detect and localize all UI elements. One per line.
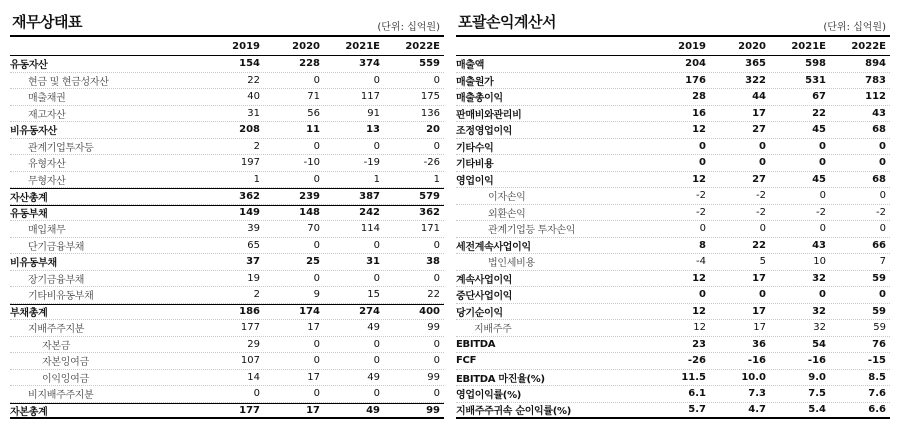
- value-cell: 76: [872, 338, 886, 350]
- value-cell: 374: [359, 58, 380, 70]
- row-label: 지배주주: [474, 324, 512, 336]
- value-cell: 31: [247, 107, 260, 119]
- income-statement-unit: (단위: 십억원): [823, 22, 886, 33]
- table-row: [10, 238, 444, 255]
- value-cell: 204: [685, 58, 706, 70]
- value-cell: 11: [306, 124, 320, 136]
- value-cell: 91: [367, 107, 380, 119]
- value-cell: 13: [366, 124, 380, 136]
- value-cell: 49: [366, 404, 380, 416]
- value-cell: 12: [692, 124, 706, 136]
- value-cell: 0: [373, 355, 380, 367]
- value-cell: 0: [879, 157, 886, 169]
- table-row: [10, 254, 444, 271]
- row-label: 비유동자산: [10, 126, 57, 138]
- row-label: 조정영업이익: [456, 126, 513, 138]
- value-cell: 1: [373, 173, 380, 185]
- value-cell: -4: [696, 256, 706, 268]
- value-cell: -2: [696, 206, 706, 218]
- value-cell: 22: [812, 107, 826, 119]
- value-cell: 228: [299, 58, 320, 70]
- value-cell: 43: [812, 239, 826, 251]
- value-cell: 10: [813, 256, 826, 268]
- table-row: [10, 73, 444, 90]
- value-cell: 0: [759, 157, 766, 169]
- row-label: 무형자산: [28, 175, 66, 187]
- value-cell: -16: [747, 355, 766, 367]
- row-label: 영업이익: [456, 175, 494, 187]
- value-cell: 5: [759, 256, 766, 268]
- value-cell: -26: [687, 355, 706, 367]
- value-cell: 22: [427, 289, 440, 301]
- value-cell: 12: [692, 305, 706, 317]
- value-cell: 154: [239, 58, 260, 70]
- value-cell: 176: [685, 74, 706, 86]
- value-cell: 177: [240, 322, 260, 334]
- value-cell: 579: [419, 190, 440, 202]
- value-cell: 0: [819, 140, 826, 152]
- value-cell: 322: [745, 74, 766, 86]
- row-label: 단기금융부채: [28, 241, 85, 253]
- table-row: [456, 106, 890, 123]
- value-cell: 197: [240, 157, 260, 169]
- table-header: [456, 35, 890, 56]
- value-cell: 0: [373, 272, 380, 284]
- table-row: [456, 271, 890, 288]
- value-cell: 44: [752, 91, 766, 103]
- value-cell: 894: [865, 58, 886, 70]
- value-cell: 32: [812, 272, 826, 284]
- value-cell: 12: [692, 173, 706, 185]
- value-cell: 43: [872, 107, 886, 119]
- table-row: [10, 353, 444, 370]
- row-label: 중단사업이익: [456, 291, 513, 303]
- balance-sheet-unit: (단위: 십억원): [377, 22, 440, 33]
- table-row: [456, 155, 890, 172]
- value-cell: 68: [872, 124, 886, 136]
- table-row: [456, 205, 890, 222]
- value-cell: 0: [313, 239, 320, 251]
- year-header: 2022E: [851, 40, 886, 52]
- table-row: [10, 304, 444, 321]
- table-row: [456, 386, 890, 403]
- value-cell: 5.7: [688, 404, 706, 416]
- table-row: [10, 370, 444, 387]
- value-cell: 0: [699, 140, 706, 152]
- value-cell: 239: [299, 190, 320, 202]
- value-cell: 9.0: [808, 371, 826, 383]
- value-cell: 0: [819, 289, 826, 301]
- value-cell: 0: [819, 223, 826, 235]
- value-cell: 559: [419, 58, 440, 70]
- value-cell: 9: [313, 289, 320, 301]
- value-cell: 59: [872, 272, 886, 284]
- value-cell: -2: [876, 206, 886, 218]
- value-cell: 0: [699, 157, 706, 169]
- value-cell: 45: [812, 124, 826, 136]
- row-label: 재고자산: [28, 109, 66, 121]
- value-cell: 32: [812, 305, 826, 317]
- table-row: [10, 172, 444, 189]
- value-cell: 0: [699, 223, 706, 235]
- value-cell: 1: [253, 173, 260, 185]
- table-row: [10, 386, 444, 403]
- value-cell: 0: [313, 272, 320, 284]
- value-cell: -2: [696, 190, 706, 202]
- value-cell: 148: [299, 207, 320, 219]
- value-cell: 362: [239, 190, 260, 202]
- value-cell: 531: [805, 74, 826, 86]
- table-row: [10, 106, 444, 123]
- row-label: 매입채무: [28, 225, 66, 237]
- row-label: 자산총계: [10, 192, 48, 204]
- table-row: [10, 337, 444, 354]
- value-cell: 0: [373, 388, 380, 400]
- value-cell: 8.5: [868, 371, 886, 383]
- table-row: [10, 188, 444, 205]
- table-row: [456, 337, 890, 354]
- value-cell: 362: [419, 207, 440, 219]
- value-cell: 107: [240, 355, 260, 367]
- value-cell: 0: [879, 289, 886, 301]
- value-cell: 0: [313, 173, 320, 185]
- value-cell: 1: [433, 173, 440, 185]
- value-cell: 59: [872, 305, 886, 317]
- value-cell: -10: [303, 157, 320, 169]
- value-cell: 40: [247, 91, 260, 103]
- table-row: [456, 320, 890, 337]
- value-cell: 11.5: [681, 371, 706, 383]
- row-label: 기타비유동부채: [28, 291, 94, 303]
- value-cell: 0: [313, 388, 320, 400]
- value-cell: 242: [359, 207, 380, 219]
- value-cell: 36: [752, 338, 766, 350]
- value-cell: 17: [306, 404, 320, 416]
- value-cell: 65: [247, 239, 260, 251]
- table-row: [10, 89, 444, 106]
- value-cell: 14: [247, 371, 260, 383]
- row-label: 법인세비용: [488, 258, 535, 270]
- value-cell: 29: [247, 338, 260, 350]
- value-cell: 45: [812, 173, 826, 185]
- value-cell: 32: [813, 322, 826, 334]
- value-cell: 0: [373, 74, 380, 86]
- table-header: [10, 35, 444, 56]
- value-cell: 0: [313, 74, 320, 86]
- row-label: 비유동부채: [10, 258, 57, 270]
- value-cell: 19: [247, 272, 260, 284]
- value-cell: 0: [313, 355, 320, 367]
- row-label: 세전계속사업이익: [456, 241, 531, 253]
- value-cell: 783: [865, 74, 886, 86]
- value-cell: 17: [752, 272, 766, 284]
- table-row: [456, 353, 890, 370]
- row-label: 유동자산: [10, 60, 48, 72]
- value-cell: 22: [247, 74, 260, 86]
- value-cell: 2: [253, 289, 260, 301]
- row-label: 당기순이익: [456, 307, 503, 319]
- value-cell: 0: [373, 338, 380, 350]
- row-label: 영업이익률(%): [456, 390, 522, 402]
- value-cell: 0: [433, 272, 440, 284]
- row-label: 매출채권: [28, 93, 66, 105]
- table-row: [456, 73, 890, 90]
- value-cell: -16: [807, 355, 826, 367]
- table-row: [456, 254, 890, 271]
- value-cell: 365: [745, 58, 766, 70]
- row-label: 매출액: [456, 60, 485, 72]
- table-row: [10, 155, 444, 172]
- value-cell: 99: [426, 404, 440, 416]
- year-header: 2020: [738, 40, 766, 52]
- row-label: EBITDA: [456, 338, 496, 350]
- value-cell: 68: [872, 173, 886, 185]
- value-cell: 208: [239, 124, 260, 136]
- table-row: [456, 122, 890, 139]
- value-cell: 387: [359, 190, 380, 202]
- table-row: [10, 287, 444, 304]
- value-cell: 17: [307, 322, 320, 334]
- table-row: [10, 56, 444, 73]
- value-cell: 274: [359, 306, 380, 318]
- value-cell: 0: [373, 140, 380, 152]
- value-cell: 56: [307, 107, 320, 119]
- value-cell: 598: [805, 58, 826, 70]
- year-header: 2022E: [405, 40, 440, 52]
- value-cell: 27: [752, 124, 766, 136]
- value-cell: 59: [873, 322, 886, 334]
- year-header: 2019: [232, 40, 260, 52]
- table-row: [10, 271, 444, 288]
- value-cell: 0: [313, 338, 320, 350]
- row-label: EBITDA 마진율(%): [456, 373, 545, 385]
- value-cell: 17: [307, 371, 320, 383]
- value-cell: 0: [433, 355, 440, 367]
- value-cell: 0: [433, 239, 440, 251]
- value-cell: 6.6: [868, 404, 886, 416]
- value-cell: 17: [752, 107, 766, 119]
- table-row: [10, 320, 444, 337]
- value-cell: 0: [433, 74, 440, 86]
- value-cell: 10.0: [741, 371, 766, 383]
- row-label: 유형자산: [28, 159, 66, 171]
- row-label: 관계기업등 투자손익: [488, 225, 576, 237]
- table-row: [10, 122, 444, 139]
- row-label: 현금 및 현금성자산: [28, 76, 109, 88]
- value-cell: 12: [692, 272, 706, 284]
- row-label: 부채총계: [10, 308, 48, 320]
- row-label: 기타비용: [456, 159, 494, 171]
- table-row: [456, 221, 890, 238]
- table-row: [456, 139, 890, 156]
- value-cell: 16: [692, 107, 706, 119]
- row-label: 지배주주귀속 순이익률(%): [456, 406, 572, 418]
- value-cell: 0: [759, 140, 766, 152]
- value-cell: 0: [253, 388, 260, 400]
- value-cell: 175: [420, 91, 440, 103]
- row-label: 자본금: [42, 340, 71, 352]
- value-cell: 12: [693, 322, 706, 334]
- value-cell: 0: [433, 388, 440, 400]
- year-header: 2021E: [791, 40, 826, 52]
- value-cell: 15: [367, 289, 380, 301]
- row-label: 유동부채: [10, 209, 48, 221]
- table-row: [456, 370, 890, 387]
- row-label: 외환손익: [488, 208, 526, 220]
- value-cell: 400: [419, 306, 440, 318]
- value-cell: 8: [699, 239, 706, 251]
- row-label: 자본총계: [10, 406, 48, 418]
- value-cell: 186: [239, 306, 260, 318]
- balance-sheet-table: [10, 35, 444, 419]
- value-cell: 99: [427, 371, 440, 383]
- value-cell: -2: [816, 206, 826, 218]
- year-header: 2021E: [345, 40, 380, 52]
- table-row: [456, 172, 890, 189]
- value-cell: 171: [420, 223, 440, 235]
- row-label: FCF: [456, 355, 477, 367]
- value-cell: 0: [759, 223, 766, 235]
- value-cell: 0: [433, 338, 440, 350]
- value-cell: 2: [253, 140, 260, 152]
- row-label: 매출총이익: [456, 93, 503, 105]
- table-row: [10, 221, 444, 238]
- table-row: [456, 238, 890, 255]
- value-cell: 177: [239, 404, 260, 416]
- row-label: 계속사업이익: [456, 274, 513, 286]
- value-cell: 25: [306, 256, 320, 268]
- value-cell: 49: [367, 322, 380, 334]
- value-cell: 7: [879, 256, 886, 268]
- row-label: 자본잉여금: [42, 357, 89, 369]
- table-row: [10, 403, 444, 420]
- table-row: [456, 56, 890, 73]
- value-cell: 5.4: [808, 404, 826, 416]
- value-cell: -15: [867, 355, 886, 367]
- row-label: 매출원가: [456, 76, 494, 88]
- value-cell: 17: [753, 322, 766, 334]
- row-label: 이익잉여금: [42, 373, 89, 385]
- value-cell: 0: [759, 289, 766, 301]
- value-cell: 39: [247, 223, 260, 235]
- value-cell: 31: [366, 256, 380, 268]
- value-cell: -26: [423, 157, 440, 169]
- income-statement-title: 포괄손익계산서: [458, 13, 556, 31]
- year-header: 2020: [292, 40, 320, 52]
- row-label: 장기금융부채: [28, 274, 85, 286]
- value-cell: 0: [819, 157, 826, 169]
- value-cell: 174: [299, 306, 320, 318]
- value-cell: -2: [756, 190, 766, 202]
- value-cell: 0: [819, 190, 826, 202]
- value-cell: -19: [363, 157, 380, 169]
- value-cell: -2: [756, 206, 766, 218]
- value-cell: 0: [879, 223, 886, 235]
- value-cell: 0: [879, 140, 886, 152]
- value-cell: 99: [427, 322, 440, 334]
- value-cell: 37: [246, 256, 260, 268]
- value-cell: 136: [420, 107, 440, 119]
- table-row: [456, 287, 890, 304]
- value-cell: 4.7: [748, 404, 766, 416]
- row-label: 비지배주주지분: [28, 390, 94, 402]
- table-row: [456, 403, 890, 420]
- value-cell: 49: [367, 371, 380, 383]
- table-row: [10, 139, 444, 156]
- row-label: 판매비와관리비: [456, 109, 522, 121]
- row-label: 이자손익: [488, 192, 526, 204]
- income-statement-table: [456, 35, 890, 419]
- table-row: [456, 188, 890, 205]
- value-cell: 0: [879, 190, 886, 202]
- value-cell: 0: [373, 239, 380, 251]
- value-cell: 0: [313, 140, 320, 152]
- value-cell: 7.6: [868, 388, 886, 400]
- value-cell: 7.3: [748, 388, 766, 400]
- value-cell: 6.1: [688, 388, 706, 400]
- value-cell: 54: [812, 338, 826, 350]
- value-cell: 70: [307, 223, 320, 235]
- balance-sheet-title: 재무상태표: [12, 13, 82, 31]
- value-cell: 0: [433, 140, 440, 152]
- value-cell: 27: [752, 173, 766, 185]
- value-cell: 17: [752, 305, 766, 317]
- value-cell: 23: [692, 338, 706, 350]
- value-cell: 112: [865, 91, 886, 103]
- year-header: 2019: [678, 40, 706, 52]
- value-cell: 149: [239, 207, 260, 219]
- value-cell: 0: [699, 289, 706, 301]
- value-cell: 71: [307, 91, 320, 103]
- value-cell: 38: [426, 256, 440, 268]
- row-label: 기타수익: [456, 142, 494, 154]
- value-cell: 114: [360, 223, 380, 235]
- value-cell: 7.5: [808, 388, 826, 400]
- row-label: 지배주주지분: [28, 324, 85, 336]
- table-row: [10, 205, 444, 222]
- value-cell: 67: [812, 91, 826, 103]
- value-cell: 28: [692, 91, 706, 103]
- value-cell: 66: [872, 239, 886, 251]
- table-row: [456, 89, 890, 106]
- value-cell: 20: [426, 124, 440, 136]
- row-label: 관계기업투자등: [28, 142, 94, 154]
- table-row: [456, 304, 890, 321]
- value-cell: 22: [752, 239, 766, 251]
- value-cell: 117: [360, 91, 380, 103]
